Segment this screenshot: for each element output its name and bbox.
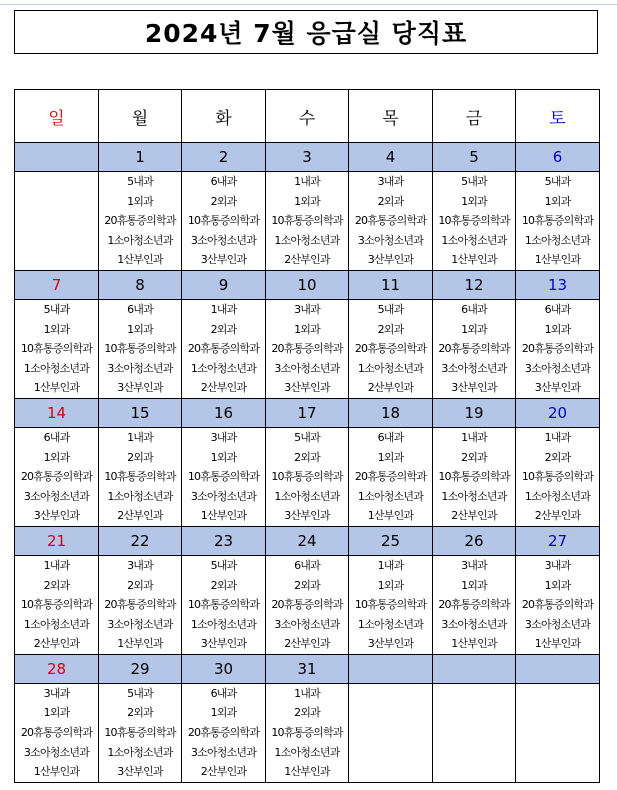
- duty-entry: 5내과: [544, 175, 571, 188]
- duty-entry: 1산부인과: [451, 253, 497, 267]
- duty-entry: 20휴통증의학과: [271, 598, 343, 612]
- duty-entry: 20휴통증의학과: [438, 342, 510, 356]
- duty-entry: 1산부인과: [33, 381, 80, 395]
- date-number-row: [15, 143, 600, 172]
- duty-entry: 1산부인과: [367, 509, 414, 523]
- duty-entry: 3소아청소년과: [107, 361, 173, 375]
- duty-entry: 10휴통증의학과: [354, 598, 427, 612]
- duty-entry: 5내과: [127, 686, 153, 700]
- date-number: 24: [266, 526, 349, 555]
- duty-entry: 5내과: [127, 175, 153, 188]
- duty-entry: 2외과: [294, 706, 320, 720]
- duty-entry: 1내과: [461, 430, 487, 444]
- duty-entry: 1소아청소년과: [357, 489, 424, 503]
- duty-entry: 1산부인과: [534, 253, 581, 267]
- date-number: 31: [266, 654, 349, 683]
- duty-cell: [99, 299, 182, 398]
- date-number: 3: [266, 143, 349, 172]
- date-number-row: [15, 270, 600, 299]
- duty-entry: 2산부인과: [534, 509, 581, 523]
- duty-cell: [433, 427, 516, 526]
- duty-entry: 3소아청소년과: [274, 361, 340, 375]
- duty-entry: 1외과: [461, 194, 487, 208]
- duty-entry: 5내과: [43, 302, 70, 316]
- weekday-header: 수: [266, 90, 349, 143]
- title-box: [14, 10, 598, 54]
- duty-entry: 2외과: [127, 450, 153, 464]
- date-number-row: [15, 526, 600, 555]
- duty-entry: 1소아청소년과: [274, 489, 340, 503]
- duty-entry: 2외과: [377, 194, 404, 208]
- duty-entry: 1소아청소년과: [274, 233, 340, 247]
- duty-entry: 20휴통증의학과: [354, 214, 427, 228]
- duty-entry: 1산부인과: [534, 637, 581, 651]
- duty-cell: [349, 172, 433, 271]
- weekday-header: 금: [433, 90, 516, 143]
- duty-entry: 20휴통증의학과: [104, 214, 176, 228]
- duty-entry: 6내과: [210, 175, 237, 188]
- date-number: 27: [516, 526, 600, 555]
- date-number: 11: [349, 270, 433, 299]
- date-number: 14: [15, 398, 99, 427]
- duty-entry: 10휴통증의학과: [20, 598, 93, 612]
- duty-entry: 3소아청소년과: [441, 617, 507, 631]
- duty-entry: 1산부인과: [117, 253, 163, 267]
- duty-cell: [433, 683, 516, 782]
- duty-cell: [15, 172, 99, 271]
- duty-cell: [15, 299, 99, 398]
- duty-cell: [516, 427, 600, 526]
- duty-entry: 10휴통증의학과: [271, 470, 343, 484]
- duty-entry: 20휴통증의학과: [20, 726, 93, 740]
- duty-entry: 3소아청소년과: [190, 233, 257, 247]
- duty-entry: 1소아청소년과: [107, 233, 173, 247]
- duty-entry: 10휴통증의학과: [187, 214, 260, 228]
- duty-cell: [516, 683, 600, 782]
- duty-cell: [15, 683, 99, 782]
- duty-cell: [266, 555, 349, 654]
- duty-entry: 2산부인과: [200, 381, 247, 395]
- duty-entry: 2산부인과: [200, 765, 247, 779]
- date-number: 16: [182, 398, 266, 427]
- duty-entry: 20휴통증의학과: [20, 470, 93, 484]
- date-number: 19: [433, 398, 516, 427]
- duty-cell: [15, 555, 99, 654]
- duty-entry: 3산부인과: [284, 381, 330, 395]
- duty-entry: 10휴통증의학과: [104, 726, 176, 740]
- duty-row: [15, 427, 600, 526]
- date-number: 2: [182, 143, 266, 172]
- duty-entry: 1소아청소년과: [524, 233, 591, 247]
- duty-entry: 1외과: [294, 322, 320, 336]
- duty-entry: 1외과: [377, 450, 404, 464]
- date-number: 17: [266, 398, 349, 427]
- duty-entry: 1소아청소년과: [441, 233, 507, 247]
- duty-entry: 6내과: [544, 302, 571, 316]
- duty-entry: 10휴통증의학과: [438, 214, 510, 228]
- date-number: 13: [516, 270, 600, 299]
- duty-entry: 3산부인과: [117, 381, 163, 395]
- duty-entry: 1외과: [544, 578, 571, 592]
- duty-entry: 1외과: [43, 450, 70, 464]
- date-number: 29: [99, 654, 182, 683]
- duty-entry: 5내과: [294, 430, 320, 444]
- duty-cell: [99, 555, 182, 654]
- duty-entry: 1외과: [544, 322, 571, 336]
- duty-cell: [182, 427, 266, 526]
- duty-entry: 3소아청소년과: [524, 361, 591, 375]
- weekday-header: 토: [516, 90, 600, 143]
- duty-entry: 3산부인과: [367, 637, 414, 651]
- weekday-header-row: [15, 90, 600, 143]
- duty-entry: 2외과: [377, 322, 404, 336]
- date-number: 30: [182, 654, 266, 683]
- duty-entry: 6내과: [43, 430, 70, 444]
- duty-entry: 3내과: [377, 175, 404, 188]
- duty-entry: 1산부인과: [284, 765, 330, 779]
- duty-entry: 3소아청소년과: [190, 489, 257, 503]
- duty-row: [15, 299, 600, 398]
- duty-entry: 20휴통증의학과: [438, 598, 510, 612]
- duty-entry: 3내과: [210, 430, 237, 444]
- duty-entry: 3소아청소년과: [23, 489, 90, 503]
- duty-cell: [99, 172, 182, 271]
- duty-entry: 1외과: [127, 194, 153, 208]
- date-number: 28: [15, 654, 99, 683]
- weekday-header: 목: [349, 90, 433, 143]
- duty-entry: 6내과: [294, 558, 320, 572]
- duty-cell: [433, 299, 516, 398]
- duty-entry: 3내과: [461, 558, 487, 572]
- duty-entry: 2산부인과: [451, 509, 497, 523]
- duty-entry: 2외과: [127, 706, 153, 720]
- duty-entry: 3내과: [127, 558, 153, 572]
- page-title: 2024년 7월 응급실 당직표: [144, 19, 468, 48]
- duty-entry: 1외과: [43, 322, 70, 336]
- duty-entry: 3소아청소년과: [190, 745, 257, 759]
- duty-entry: 1내과: [210, 302, 237, 316]
- duty-cell: [182, 299, 266, 398]
- duty-entry: 1산부인과: [200, 509, 247, 523]
- duty-entry: 1소아청소년과: [357, 617, 424, 631]
- duty-entry: 6내과: [461, 302, 487, 316]
- duty-cell: [182, 172, 266, 271]
- duty-cell: [182, 555, 266, 654]
- duty-entry: 1소아청소년과: [441, 489, 507, 503]
- duty-entry: 1외과: [461, 578, 487, 592]
- duty-entry: 3산부인과: [200, 637, 247, 651]
- duty-entry: 5내과: [210, 558, 237, 572]
- duty-entry: 2산부인과: [367, 381, 414, 395]
- duty-entry: 1소아청소년과: [274, 745, 340, 759]
- duty-entry: 1내과: [294, 686, 320, 700]
- duty-entry: 3내과: [43, 686, 70, 700]
- duty-entry: 1외과: [294, 194, 320, 208]
- duty-entry: 1소아청소년과: [190, 617, 257, 631]
- duty-entry: 2산부인과: [284, 253, 330, 267]
- date-number-row: [15, 654, 600, 683]
- duty-cell: [516, 172, 600, 271]
- duty-entry: 5내과: [377, 302, 404, 316]
- duty-entry: 1소아청소년과: [357, 361, 424, 375]
- duty-entry: 1외과: [377, 578, 404, 592]
- duty-cell: [182, 683, 266, 782]
- duty-entry: 10휴통증의학과: [20, 342, 93, 356]
- duty-entry: 10휴통증의학과: [438, 470, 510, 484]
- weekday-header: 월: [99, 90, 182, 143]
- duty-entry: 1외과: [127, 322, 153, 336]
- duty-cell: [349, 427, 433, 526]
- duty-entry: 1산부인과: [117, 637, 163, 651]
- duty-entry: 1외과: [210, 706, 237, 720]
- duty-entry: 2산부인과: [33, 637, 80, 651]
- duty-entry: 1내과: [544, 430, 571, 444]
- duty-entry: 6내과: [377, 430, 404, 444]
- date-number: 10: [266, 270, 349, 299]
- duty-cell: [433, 172, 516, 271]
- duty-cell: [266, 299, 349, 398]
- duty-cell: [349, 683, 433, 782]
- duty-entry: 2외과: [544, 450, 571, 464]
- duty-row: [15, 172, 600, 271]
- duty-entry: 1외과: [210, 450, 237, 464]
- date-number: 22: [99, 526, 182, 555]
- duty-cell: [266, 172, 349, 271]
- duty-entry: 20휴통증의학과: [187, 342, 260, 356]
- duty-entry: 1내과: [127, 430, 153, 444]
- duty-entry: 5내과: [461, 175, 487, 188]
- duty-entry: 2외과: [210, 322, 237, 336]
- duty-entry: 1소아청소년과: [23, 617, 90, 631]
- duty-entry: 10휴통증의학과: [271, 726, 343, 740]
- duty-entry: 1외과: [461, 322, 487, 336]
- date-number: 7: [15, 270, 99, 299]
- duty-entry: 10휴통증의학과: [521, 214, 594, 228]
- duty-cell: [99, 683, 182, 782]
- duty-entry: 3산부인과: [200, 253, 247, 267]
- duty-cell: [349, 555, 433, 654]
- duty-cell: [516, 555, 600, 654]
- duty-entry: 2외과: [127, 578, 153, 592]
- duty-entry: 3산부인과: [117, 765, 163, 779]
- weekday-header: 일: [15, 90, 99, 143]
- date-number: 1: [99, 143, 182, 172]
- date-number: 18: [349, 398, 433, 427]
- duty-entry: 1소아청소년과: [107, 745, 173, 759]
- duty-entry: 6내과: [127, 302, 153, 316]
- duty-calendar-table: [14, 89, 600, 783]
- duty-entry: 10휴통증의학과: [271, 214, 343, 228]
- duty-entry: 1외과: [43, 706, 70, 720]
- duty-entry: 1소아청소년과: [23, 361, 90, 375]
- duty-entry: 1내과: [294, 175, 320, 188]
- duty-entry: 2외과: [461, 450, 487, 464]
- duty-entry: 20휴통증의학과: [187, 726, 260, 740]
- duty-entry: 20휴통증의학과: [354, 470, 427, 484]
- duty-entry: 3소아청소년과: [107, 617, 173, 631]
- duty-entry: 20휴통증의학과: [104, 598, 176, 612]
- duty-entry: 3소아청소년과: [357, 233, 424, 247]
- date-number: 5: [433, 143, 516, 172]
- duty-entry: 3내과: [544, 558, 571, 572]
- date-number: 15: [99, 398, 182, 427]
- date-number: 21: [15, 526, 99, 555]
- duty-entry: 10휴통증의학과: [104, 342, 176, 356]
- duty-cell: [433, 555, 516, 654]
- duty-entry: 3산부인과: [33, 509, 80, 523]
- duty-entry: 2산부인과: [117, 509, 163, 523]
- duty-entry: 2외과: [294, 578, 320, 592]
- date-number-row: [15, 398, 600, 427]
- duty-entry: 1내과: [43, 558, 70, 572]
- duty-entry: 10휴통증의학과: [521, 470, 594, 484]
- duty-entry: 3산부인과: [451, 381, 497, 395]
- duty-entry: 3소아청소년과: [441, 361, 507, 375]
- duty-entry: 2외과: [43, 578, 70, 592]
- duty-row: [15, 555, 600, 654]
- duty-cell: [516, 299, 600, 398]
- date-number: [349, 654, 433, 683]
- duty-entry: 3내과: [294, 302, 320, 316]
- duty-entry: 10휴통증의학과: [104, 470, 176, 484]
- duty-entry: 1소아청소년과: [190, 361, 257, 375]
- duty-entry: 3산부인과: [534, 381, 581, 395]
- duty-entry: 3산부인과: [367, 253, 414, 267]
- date-number: 8: [99, 270, 182, 299]
- duty-entry: 20휴통증의학과: [521, 598, 594, 612]
- duty-cell: [266, 427, 349, 526]
- date-number: 20: [516, 398, 600, 427]
- date-number: 6: [516, 143, 600, 172]
- duty-entry: 2외과: [210, 578, 237, 592]
- duty-cell: [15, 427, 99, 526]
- date-number: 9: [182, 270, 266, 299]
- duty-entry: 1내과: [377, 558, 404, 572]
- weekday-header: 화: [182, 90, 266, 143]
- duty-entry: 2산부인과: [284, 637, 330, 651]
- duty-entry: 10휴통증의학과: [187, 598, 260, 612]
- date-number: [15, 143, 99, 172]
- duty-entry: 1소아청소년과: [524, 489, 591, 503]
- date-number: 4: [349, 143, 433, 172]
- duty-cell: [99, 427, 182, 526]
- date-number: [516, 654, 600, 683]
- duty-entry: 1외과: [544, 194, 571, 208]
- duty-entry: 1소아청소년과: [107, 489, 173, 503]
- duty-entry: 3소아청소년과: [274, 617, 340, 631]
- duty-cell: [349, 299, 433, 398]
- duty-entry: 1산부인과: [451, 637, 497, 651]
- duty-entry: 10휴통증의학과: [187, 470, 260, 484]
- duty-entry: 2외과: [294, 450, 320, 464]
- date-number: 23: [182, 526, 266, 555]
- duty-entry: 20휴통증의학과: [271, 342, 343, 356]
- date-number: 12: [433, 270, 516, 299]
- date-number: [433, 654, 516, 683]
- date-number: 25: [349, 526, 433, 555]
- duty-entry: 3소아청소년과: [524, 617, 591, 631]
- duty-row: [15, 683, 600, 782]
- duty-entry: 20휴통증의학과: [354, 342, 427, 356]
- duty-entry: 6내과: [210, 686, 237, 700]
- duty-entry: 3소아청소년과: [23, 745, 90, 759]
- duty-entry: 2외과: [210, 194, 237, 208]
- duty-cell: [266, 683, 349, 782]
- duty-entry: 20휴통증의학과: [521, 342, 594, 356]
- top-ruler-line: [0, 0, 617, 5]
- date-number: 26: [433, 526, 516, 555]
- duty-entry: 3산부인과: [284, 509, 330, 523]
- duty-entry: 1산부인과: [33, 765, 80, 779]
